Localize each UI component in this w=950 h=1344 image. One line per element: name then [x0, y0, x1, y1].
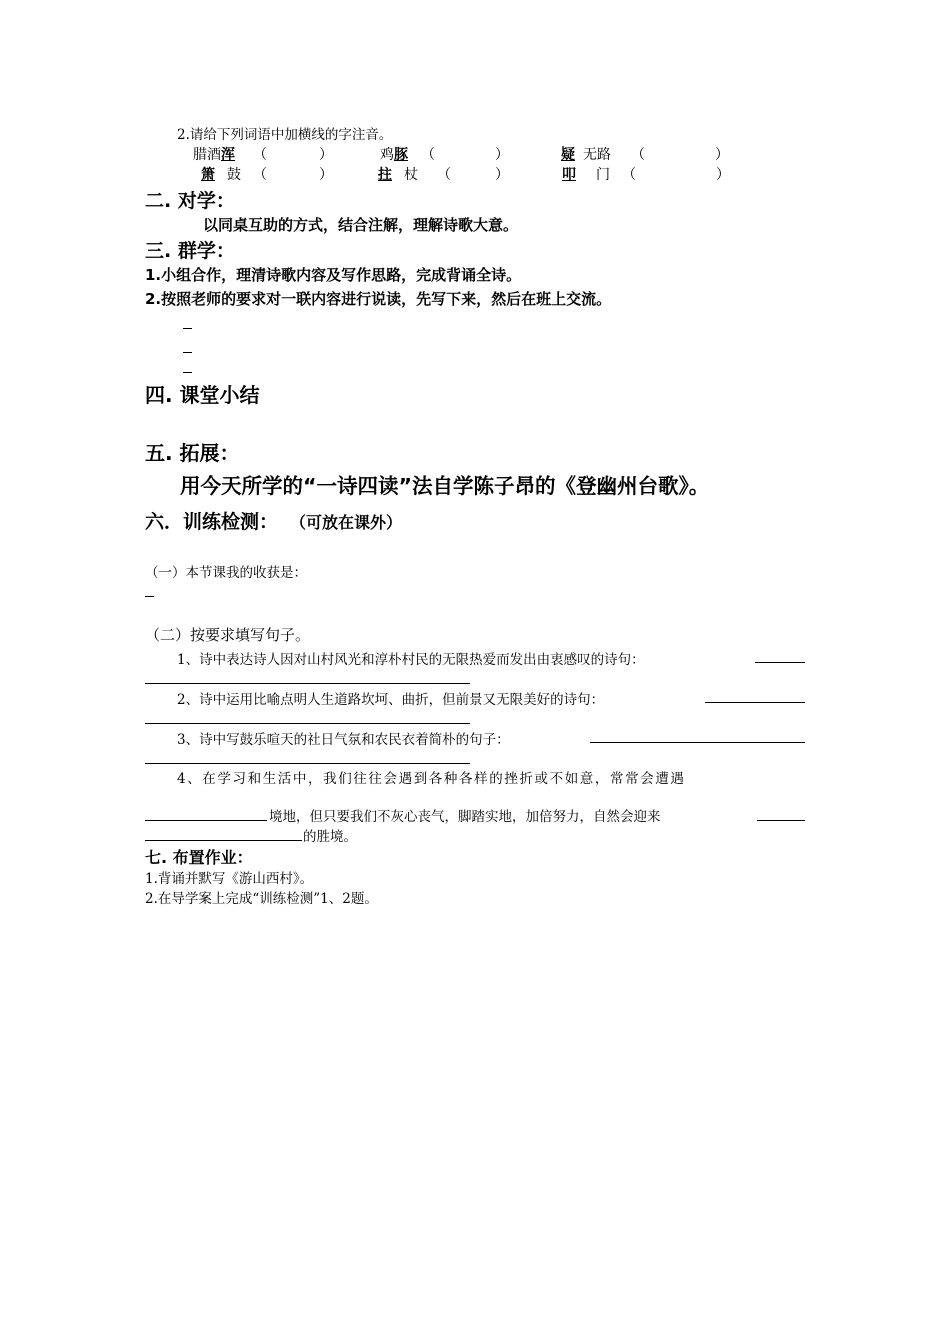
section-3-item-2: 2.按照老师的要求对一联内容进行说读，先写下来，然后在班上交流。 — [145, 290, 612, 308]
pinyin-item: 叩 门 — [562, 167, 610, 183]
pinyin-blank[interactable]: （ ） — [421, 147, 509, 163]
answer-line[interactable] — [145, 820, 267, 821]
pinyin-blank[interactable]: （ ） — [253, 147, 333, 163]
fill-question-1: 1、诗中表达诗人因对山村风光和淳朴村民的无限热爱而发出由衷感叹的诗句： — [177, 652, 645, 668]
section-4-title: 四. 课堂小结 — [145, 383, 260, 407]
section-5-text: 用今天所学的“一诗四读”法自学陈子昂的《登幽州台歌》。 — [180, 474, 710, 498]
section-5-title: 五. 拓展： — [145, 441, 240, 465]
fill-question-4: 4、在学习和生活中，我们往往会遇到各种各样的挫折或不如意，常常会遭遇 — [177, 771, 686, 787]
homework-item-2: 2.在导学案上完成“训练检测”1、2题。 — [145, 891, 378, 907]
section-2-title: 二. 对学： — [145, 190, 235, 212]
fill-question-4-cont: 境地，但只要我们不灰心丧气，脚踏实地，加倍努力，自然会迎来 — [269, 809, 661, 825]
homework-item-1: 1.背诵并默写《游山西村》。 — [145, 871, 314, 887]
fill-question-2: 2、诗中运用比喻点明人生道路坎坷、曲折，但前景又无限美好的诗句： — [177, 692, 605, 708]
answer-line[interactable] — [590, 742, 805, 743]
pinyin-item: 腊酒浑 — [193, 147, 235, 163]
subsection-2: （二）按要求填写句子。 — [145, 626, 311, 644]
answer-line — [183, 352, 192, 353]
section-6-title: 六．训练检测： （可放在课外） — [145, 511, 403, 533]
pinyin-item: 鸡豚 — [380, 147, 408, 163]
subsection-1: （一）本节课我的收获是： — [145, 565, 307, 581]
answer-line[interactable] — [145, 840, 302, 841]
answer-line[interactable] — [145, 683, 470, 684]
answer-line[interactable] — [705, 702, 805, 703]
pinyin-blank[interactable]: （ ） — [622, 167, 730, 183]
answer-line[interactable] — [757, 820, 805, 821]
fill-question-4-end: 的胜境。 — [303, 829, 357, 845]
pinyin-item: 疑 无路 — [561, 147, 611, 163]
answer-line — [183, 372, 192, 373]
section-7-title: 七. 布置作业： — [145, 848, 253, 867]
pinyin-question-title: 2.请给下列词语中加横线的字注音。 — [177, 127, 393, 143]
answer-line — [145, 596, 154, 597]
pinyin-blank[interactable]: （ ） — [631, 147, 729, 163]
pinyin-item: 箫 鼓 — [201, 167, 241, 183]
pinyin-blank[interactable]: （ ） — [437, 167, 509, 183]
section-3-item-1: 1.小组合作，理清诗歌内容及写作思路，完成背诵全诗。 — [145, 266, 522, 284]
answer-line — [183, 328, 192, 329]
answer-line[interactable] — [145, 763, 470, 764]
answer-line[interactable] — [755, 662, 805, 663]
fill-question-3: 3、诗中写鼓乐喧天的社日气氛和农民衣着简朴的句子： — [177, 732, 510, 748]
answer-line[interactable] — [145, 723, 470, 724]
section-2-text: 以同桌互助的方式，结合注解，理解诗歌大意。 — [203, 216, 519, 234]
pinyin-item: 拄 杖 — [378, 167, 418, 183]
pinyin-blank[interactable]: （ ） — [253, 167, 333, 183]
section-3-title: 三. 群学： — [145, 240, 235, 262]
